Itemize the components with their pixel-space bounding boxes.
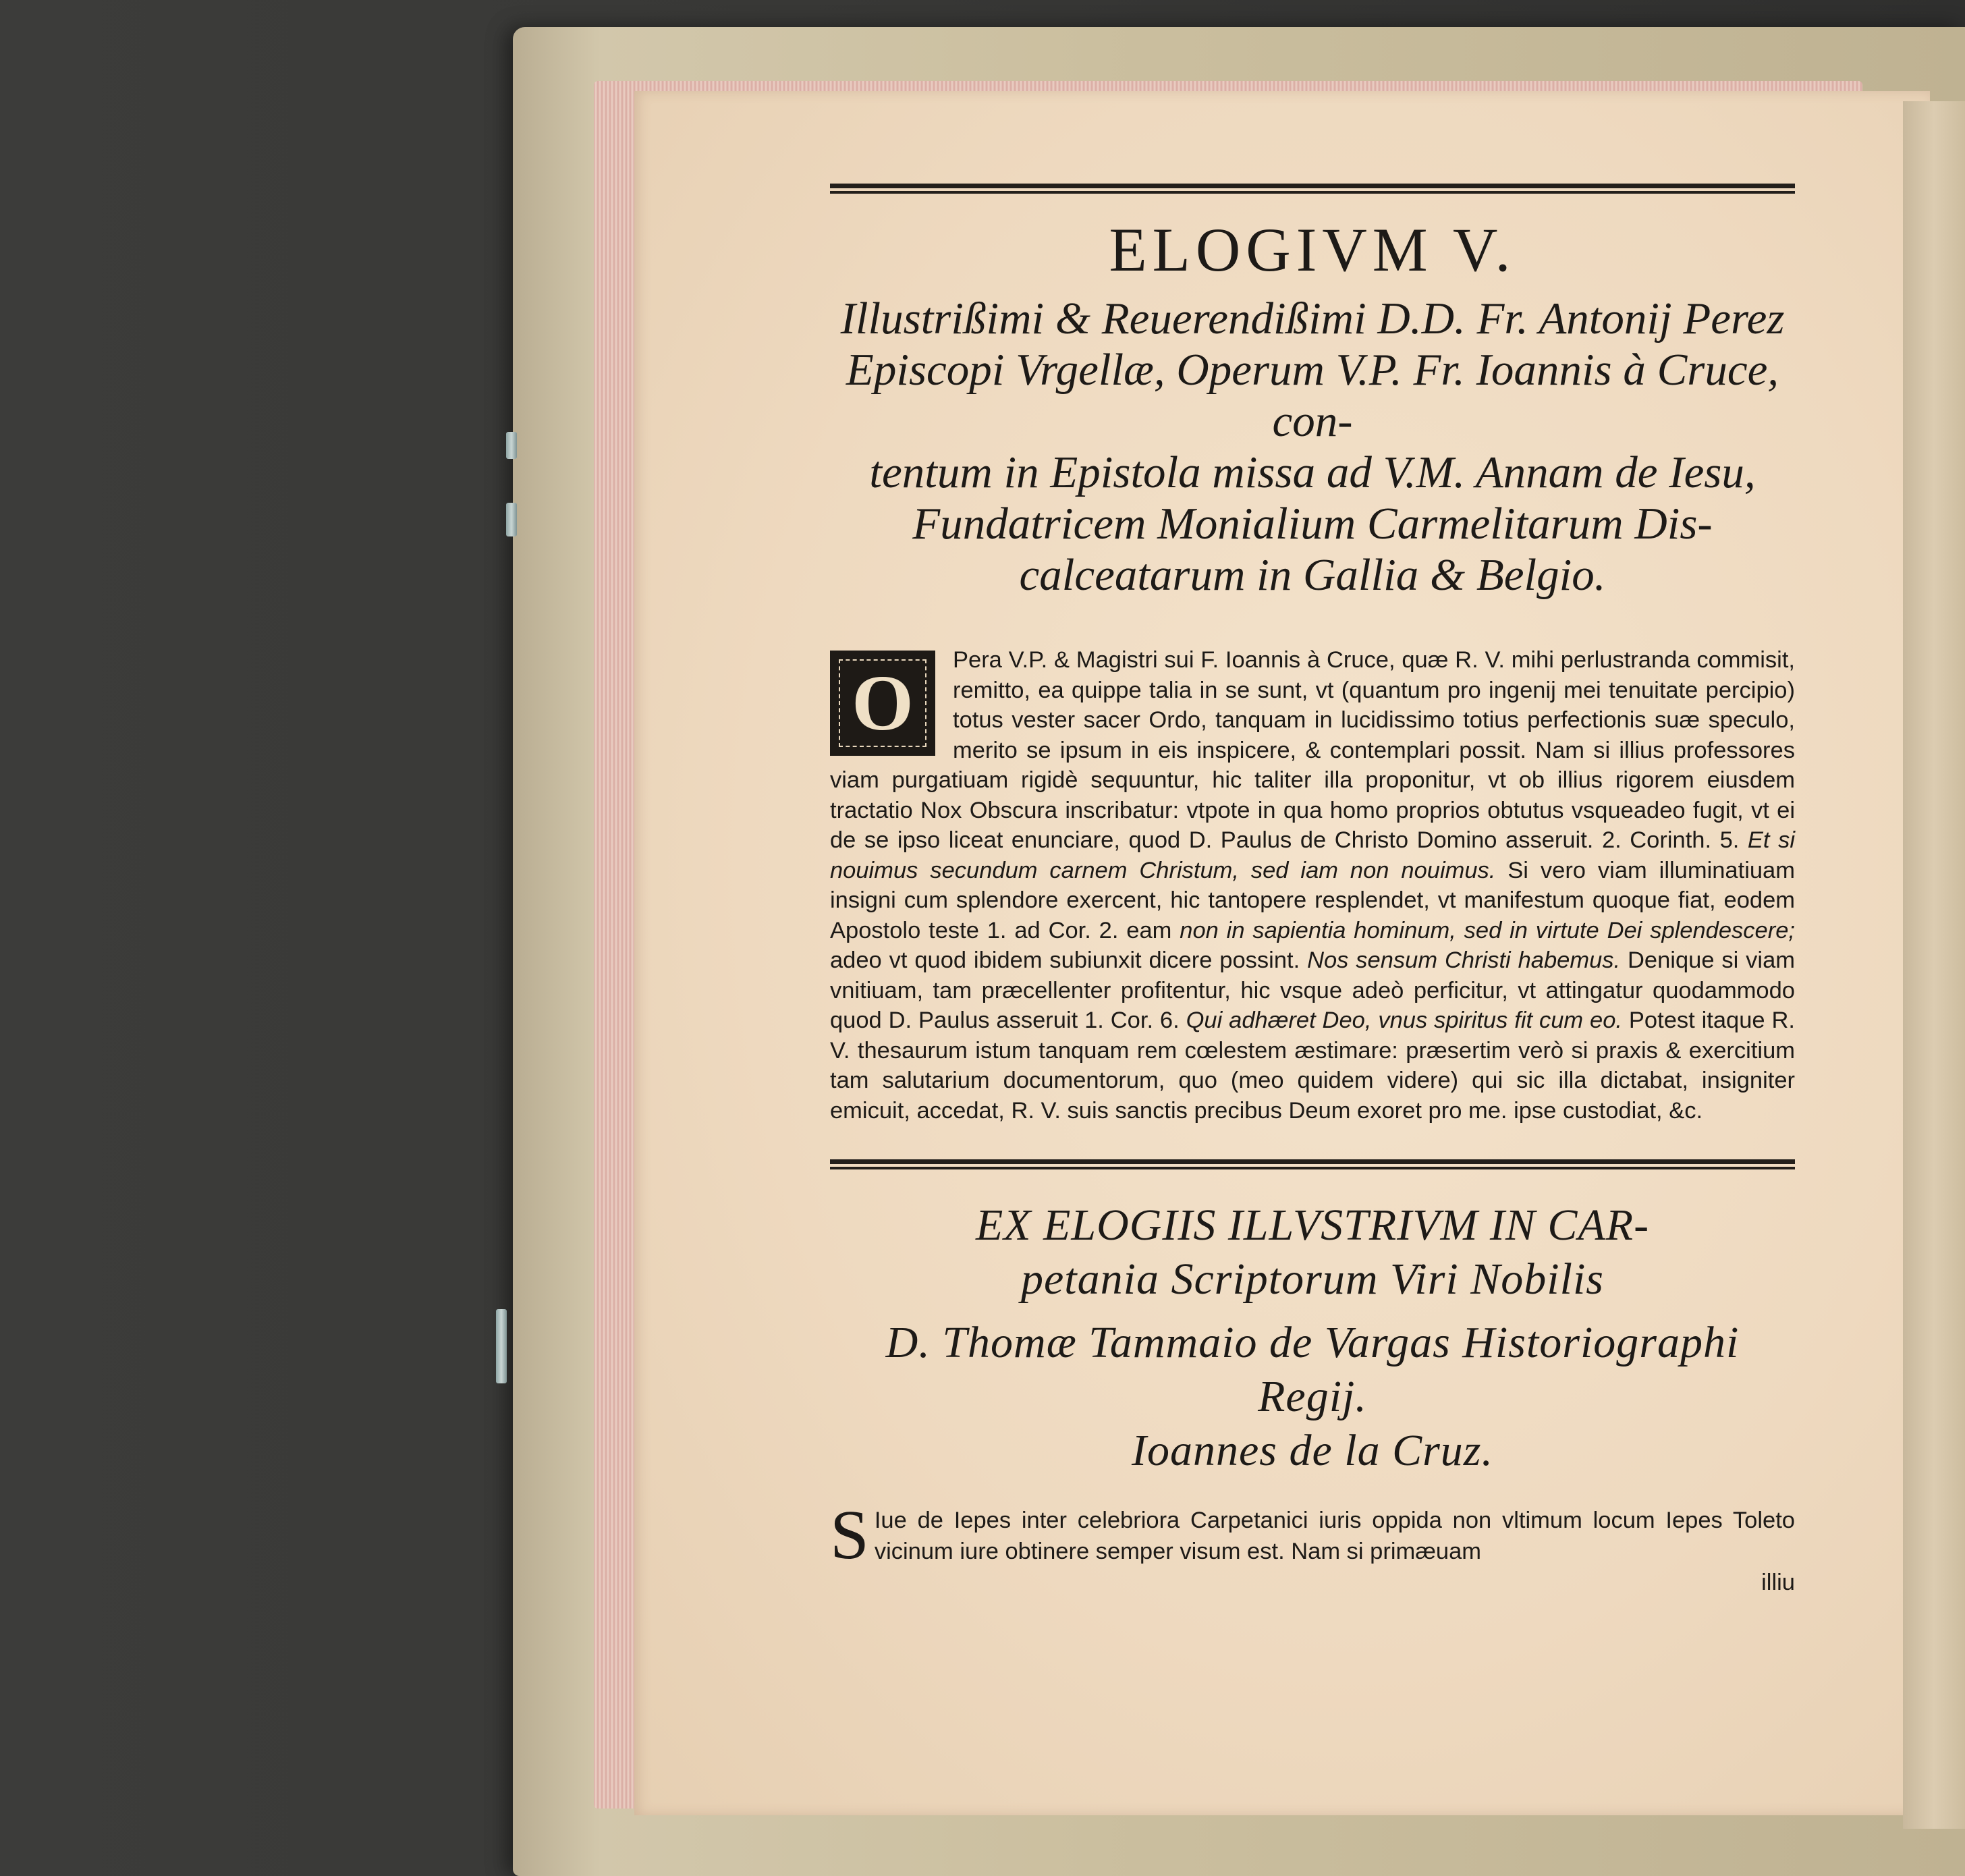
subtitle-line: Fundatricem Monialium Carmelitarum Dis- (912, 499, 1713, 549)
ornamental-initial (830, 651, 935, 756)
body-text: Pera V.P. & Magistri sui F. Ioannis à Cruce, quæ R. V. mihi perlustranda commisit, remitto, ea quippe talia in se sunt, vt (quantum pro ingenij mei tenuitate percipio) totus vester sacer Ordo, tanquam in lucidissimo totius perfectionis suæ speculo, merito se ipsum in eis inspicere, & contemplari possit. Nam si illius professores viam purgatiuam rigidè sequuntur, hic taliter illa proponitur, vt ob illius rigorem eiusdem tractatio Nox Obscura inscribatur: vtpote in qua homo proprios obtutus vsqueadeo fugit, vt ei de se ipso liceat enunciare, quod D. Paulus de Christo Domino asseruit. 2. Corinth. 5. (830, 647, 1795, 853)
body-text: Si vero viam illuminatiuam insigni cum splendore exercent, hic tantopere resplendet, vt manifestum quoque fiat, eodem Apostolo teste 1. ad Cor. 2. eam (830, 857, 1795, 943)
section-body (830, 1496, 1795, 1574)
subtitle-line: tentum in Epistola missa ad V.M. Annam de Iesu, (869, 447, 1756, 497)
section-title-line: D. Thomæ Tammaio de Vargas Historiographi Regij. (885, 1318, 1740, 1421)
clasp-upper-2 (506, 503, 517, 536)
top-rule (830, 182, 1795, 196)
facing-page-edge (1903, 101, 1965, 1829)
letter-body (830, 645, 1795, 1126)
scripture-quote: Qui adhæret Deo, vnus spiritus fit cum eo. (1186, 1008, 1623, 1033)
initial-letter: O (852, 658, 914, 747)
catchword: illiu (1761, 1570, 1795, 1595)
section-title-line: petania Scriptorum Viri Nobilis (1021, 1254, 1604, 1304)
scripture-quote: non in sapientia hominum, sed in virtute Dei splendescere; (1180, 917, 1795, 943)
section-heading (830, 1198, 1795, 1478)
section-body-text: Iue de Iepes inter celebriora Carpetanici iuris oppida non vltimum locum Iepes Toleto vicinum iure obtinere semper visum est. Nam si primæuam (874, 1508, 1795, 1564)
section-rule (830, 1158, 1795, 1171)
page-content (830, 182, 1795, 1598)
subtitle-line: Episcopi Vrgellæ, Operum V.P. Fr. Ioannis à Cruce, con- (846, 345, 1779, 446)
body-text: Denique si viam vnitiuam, tam præcellenter profitentur, hic vsque adeò perficitur, vt attingatur quodammodo quod D. Paulus asseruit 1. Cor. 6. (830, 947, 1795, 1033)
scripture-quote: Et si nouimus secundum carnem Christum, sed iam non nouimus. (830, 827, 1795, 883)
clasp-lower (496, 1309, 507, 1383)
clasp-upper (506, 432, 517, 459)
body-text: Potest itaque R. V. thesaurum istum tanquam rem cœlestem æstimare: præsertim verò si praxis & exercitium tam salutarium documentorum, quo (meo quidem videre) qui sic illa dictabat, insigniter emicuit, accedat, R. V. suis sanctis precibus Deum exoret pro me. ipse custodiat, &c. (830, 1008, 1795, 1124)
subtitle (830, 293, 1795, 601)
page-title: ELOGIVM V. (1109, 215, 1516, 284)
subtitle-line: Illustrißimi & Reuerendißimi D.D. Fr. Antonij Perez (840, 294, 1785, 343)
section-title-line: EX ELOGIIS ILLVSTRIVM IN CAR- (975, 1201, 1650, 1250)
subtitle-line: calceatarum in Gallia & Belgio. (1019, 550, 1606, 600)
section-initial: S (830, 1496, 869, 1574)
section-title-line: Ioannes de la Cruz. (1132, 1426, 1493, 1475)
scripture-quote: Nos sensum Christi habemus. (1307, 947, 1621, 973)
body-text: adeo vt quod ibidem subiunxit dicere possint. (830, 947, 1300, 973)
